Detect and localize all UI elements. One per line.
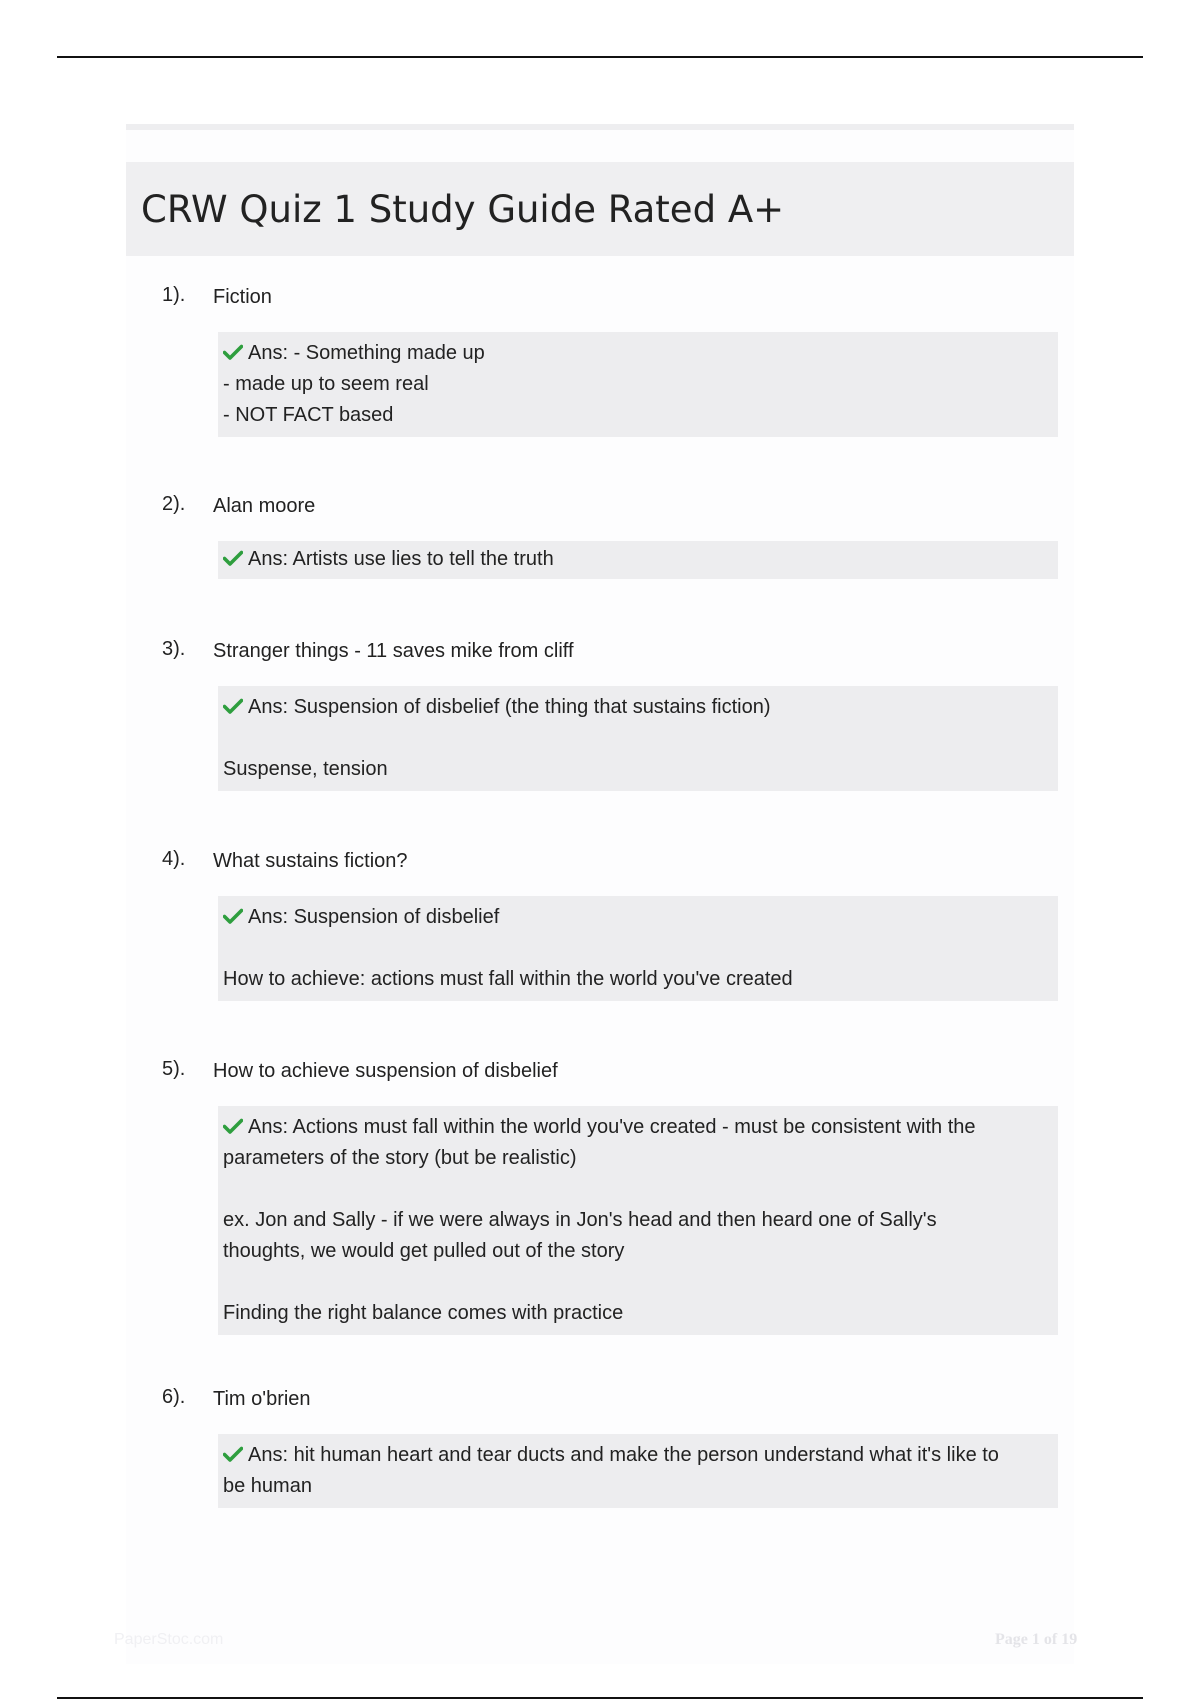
answer-text: Ans: - Something made up	[248, 342, 485, 364]
answer-line: How to achieve: actions must fall within the world you've created	[223, 968, 793, 990]
question-text: How to achieve suspension of disbelief	[213, 1060, 558, 1082]
page-number: Page 1 of 19	[995, 1631, 1078, 1648]
question-text: Tim o'brien	[213, 1388, 311, 1410]
check-icon	[223, 550, 243, 566]
question-text: Alan moore	[213, 495, 316, 517]
page-bottom-rule	[57, 1697, 1143, 1699]
question-number: 6).	[162, 1386, 186, 1408]
check-icon	[223, 1446, 243, 1462]
answer-line: - NOT FACT based	[223, 404, 394, 426]
answer-spacer	[223, 1174, 1048, 1205]
answer-spacer	[223, 933, 1048, 964]
answer-line: Suspense, tension	[223, 758, 388, 780]
check-icon	[223, 344, 243, 360]
question-text: Stranger things - 11 saves mike from cliff	[213, 640, 574, 662]
answer-line: be human	[223, 1475, 312, 1497]
answer-text: Ans: Suspension of disbelief	[248, 906, 500, 928]
answer-line: parameters of the story (but be realistic)	[223, 1147, 577, 1169]
sheet-top-line	[126, 124, 1074, 130]
answer-text: Ans: hit human heart and tear ducts and make the person understand what it's like to	[248, 1444, 999, 1466]
question-number: 5).	[162, 1058, 186, 1080]
question-number: 4).	[162, 848, 186, 870]
page-top-rule	[57, 56, 1143, 58]
footer-watermark: PaperStoc.com	[114, 1631, 224, 1648]
title-banner	[126, 162, 1074, 256]
answer-text: Ans: Actions must fall within the world you've created - must be consistent with the	[248, 1116, 976, 1138]
answer-line	[223, 902, 1048, 933]
answer-line	[223, 338, 1048, 369]
answer-box	[218, 332, 1058, 437]
question-text: What sustains fiction?	[213, 850, 408, 872]
answer-line: ex. Jon and Sally - if we were always in Jon's head and then heard one of Sally's	[223, 1209, 937, 1231]
answer-spacer	[223, 723, 1048, 754]
answer-box	[218, 1106, 1058, 1335]
answer-line: Finding the right balance comes with practice	[223, 1302, 624, 1324]
answer-line	[223, 1112, 1048, 1143]
answer-line: thoughts, we would get pulled out of the story	[223, 1240, 625, 1262]
answer-spacer	[223, 1267, 1048, 1298]
answer-line	[223, 1440, 1048, 1471]
question-number: 2).	[162, 493, 186, 515]
check-icon	[223, 1118, 243, 1134]
answer-box	[218, 541, 1058, 579]
answer-line	[223, 692, 1048, 723]
document-sheet	[126, 124, 1074, 1664]
answer-box	[218, 1434, 1058, 1508]
answer-box	[218, 686, 1058, 791]
document-title: CRW Quiz 1 Study Guide Rated A+	[141, 187, 785, 231]
question-number: 3).	[162, 638, 186, 660]
answer-text: Ans: Artists use lies to tell the truth	[248, 548, 554, 570]
answer-line	[223, 544, 1048, 575]
answer-box	[218, 896, 1058, 1001]
question-text: Fiction	[213, 286, 272, 308]
question-number: 1).	[162, 284, 186, 306]
check-icon	[223, 908, 243, 924]
answer-text: Ans: Suspension of disbelief (the thing that sustains fiction)	[248, 696, 771, 718]
answer-line: - made up to seem real	[223, 373, 429, 395]
check-icon	[223, 698, 243, 714]
